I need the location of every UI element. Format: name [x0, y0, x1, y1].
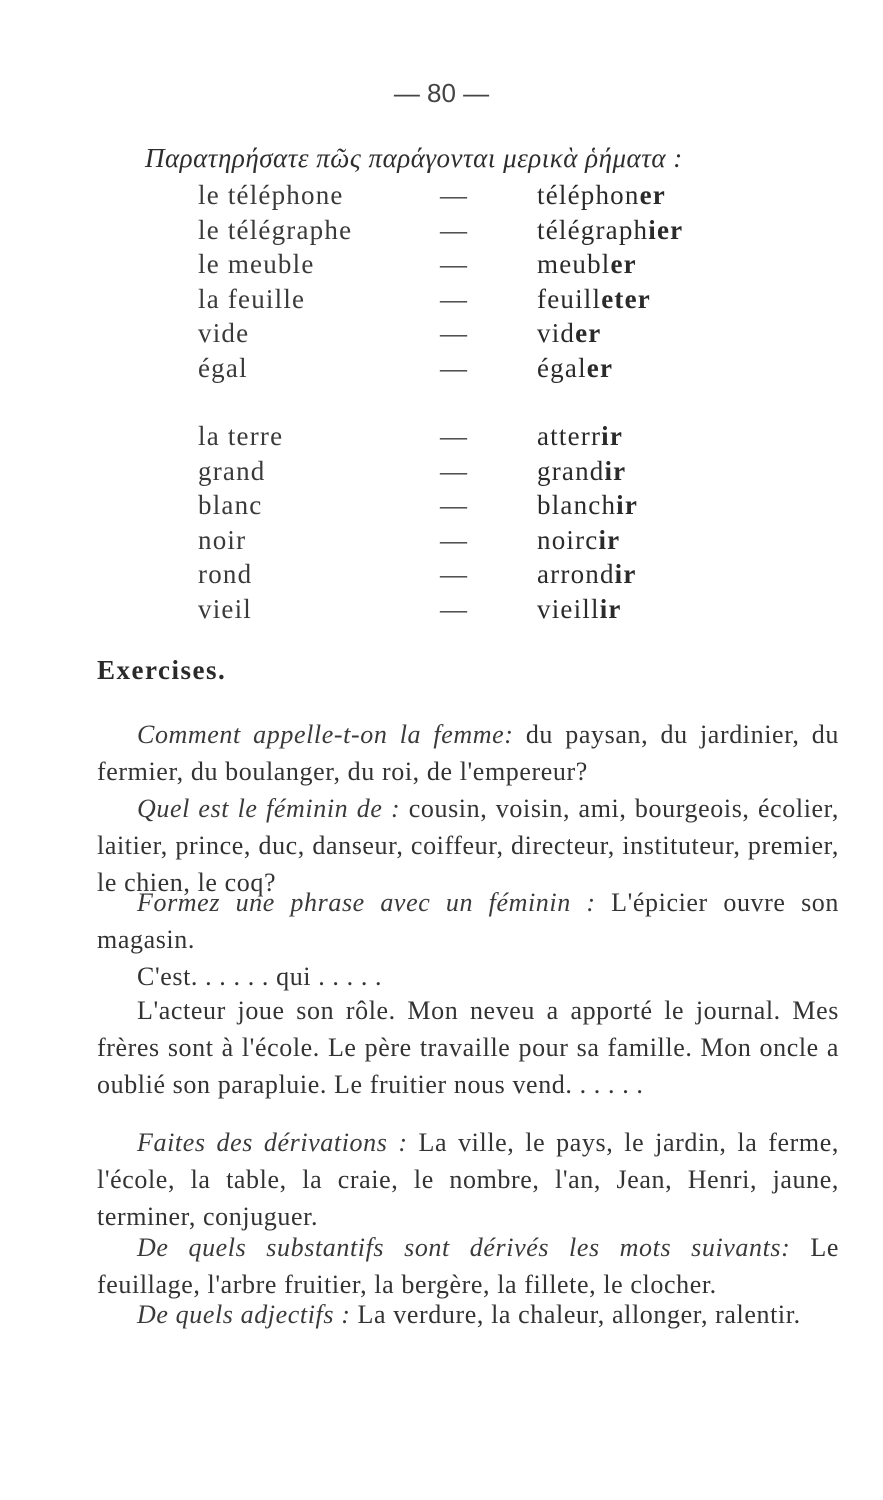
- dash: —: [440, 180, 469, 210]
- verb-suffix: ir: [614, 559, 637, 589]
- noun-word: grand: [198, 455, 266, 486]
- verb-stem: noirc: [537, 524, 599, 555]
- noun-word: vide: [198, 318, 250, 348]
- derived-verb: [537, 249, 637, 280]
- noun-word: rond: [198, 559, 253, 589]
- word-pair-row: [0, 421, 883, 455]
- noun-word: le téléphone: [198, 180, 344, 210]
- verb-suffix: ier: [648, 214, 684, 245]
- noun-word: la terre: [198, 421, 284, 451]
- exercise-instruction: De quels adjectifs :: [137, 1300, 351, 1329]
- exercise-text: L'épicier ouvre son magasin.: [97, 888, 839, 954]
- verb-suffix: ir: [599, 593, 622, 624]
- verb-stem: atterr: [537, 421, 602, 451]
- verb-suffix: er: [639, 180, 666, 210]
- noun-word: vieil: [198, 593, 252, 624]
- exercise-paragraph: [97, 1229, 839, 1303]
- exercise-paragraph: [97, 1296, 839, 1333]
- dash: —: [440, 352, 469, 383]
- derived-verb: [537, 215, 683, 246]
- word-pair-row: [0, 456, 883, 490]
- word-pair-row: [0, 215, 883, 249]
- exercise-instruction: Comment appelle-t-on la femme:: [137, 720, 514, 749]
- exercise-paragraph: [97, 884, 839, 958]
- verb-suffix: er: [610, 249, 637, 279]
- verb-stem: feuill: [537, 283, 602, 314]
- noun-word: la feuille: [198, 283, 306, 314]
- page-number: — 80 —: [393, 78, 490, 108]
- verb-suffix: ir: [604, 455, 627, 486]
- exercise-text: La verdure, la chaleur, allonger, ralentir.: [350, 1300, 801, 1329]
- word-pair-row: [0, 318, 883, 352]
- derived-verb: [537, 490, 638, 521]
- noun-word: le télégraphe: [198, 214, 353, 245]
- dash: —: [440, 593, 469, 624]
- derived-verb: [537, 284, 651, 315]
- dash: —: [440, 524, 469, 555]
- exercise-paragraph: [97, 992, 839, 1103]
- word-pair-row: [0, 559, 883, 593]
- exercise-paragraph: [97, 716, 839, 790]
- verb-stem: vid: [537, 318, 576, 348]
- heading: Παρατηρήσατε πῶς παράγονται μερικὰ ῥήματα :: [145, 143, 683, 173]
- derived-verb: [537, 456, 626, 487]
- dash: —: [440, 318, 469, 348]
- exercise-text: L'acteur joue son rôle. Mon neveu a apporté le journal. Mes frères sont à l'école. Le père travaille pour sa famille. Mon oncle a oublié son parapluie. Le fruitier nous vend. . . . . .: [97, 996, 839, 1099]
- exercise-instruction: Formez une phrase avec un féminin :: [137, 888, 596, 917]
- verb-suffix: ir: [616, 490, 639, 520]
- verb-suffix: eter: [601, 283, 651, 314]
- dash: —: [440, 490, 469, 520]
- word-pair-row: [0, 490, 883, 524]
- derived-verb: [537, 525, 620, 556]
- verb-suffix: ir: [601, 421, 624, 451]
- word-pair-row: [0, 353, 883, 387]
- derived-verb: [537, 421, 623, 452]
- exercise-instruction: De quels substantifs sont dérivés les mots suivants:: [137, 1233, 791, 1262]
- exercise-paragraph: [97, 1124, 839, 1235]
- dash: —: [440, 455, 469, 486]
- word-pair-row: [0, 180, 883, 214]
- noun-word: le meuble: [198, 249, 315, 279]
- derived-verb: [537, 594, 622, 625]
- dash: —: [440, 559, 469, 589]
- verb-suffix: er: [575, 318, 602, 348]
- dash: —: [440, 283, 469, 314]
- exercises-title: Exercises.: [97, 655, 227, 685]
- derived-verb: [537, 318, 601, 349]
- verb-stem: meubl: [537, 249, 611, 279]
- word-pair-row: [0, 249, 883, 283]
- derived-verb: [537, 559, 637, 590]
- exercise-text: du paysan, du jardinier, du fermier, du boulanger, du roi, de l'empereur?: [97, 720, 839, 786]
- verb-stem: vieill: [537, 593, 600, 624]
- verb-suffix: ir: [598, 524, 621, 555]
- derived-verb: [537, 180, 666, 211]
- verb-stem: égal: [537, 352, 587, 383]
- noun-word: égal: [198, 352, 248, 383]
- word-pair-row: [0, 594, 883, 628]
- noun-word: noir: [198, 524, 247, 555]
- exercise-paragraph: [97, 958, 839, 995]
- word-pair-row: [0, 525, 883, 559]
- dash: —: [440, 421, 469, 451]
- verb-stem: arrond: [537, 559, 615, 589]
- exercise-text: cousin, voisin, ami, bourgeois, écolier, laitier, prince, duc, danseur, coiffeur, directeur, instituteur, premier, le chien, le coq?: [97, 794, 839, 897]
- verb-suffix: er: [586, 352, 614, 383]
- word-pair-row: [0, 284, 883, 318]
- exercise-instruction: Quel est le féminin de :: [137, 794, 401, 823]
- dash: —: [440, 249, 469, 279]
- dash: —: [440, 214, 469, 245]
- verb-stem: téléphon: [537, 180, 640, 210]
- exercise-instruction: Faites des dérivations :: [137, 1128, 408, 1157]
- verb-stem: grand: [537, 455, 605, 486]
- derived-verb: [537, 353, 613, 384]
- verb-stem: blanch: [537, 490, 617, 520]
- exercise-text: Le feuillage, l'arbre fruitier, la bergère, la fillete, le clocher.: [97, 1233, 839, 1299]
- noun-word: blanc: [198, 490, 263, 520]
- verb-stem: télégraph: [537, 214, 649, 245]
- exercise-text: La ville, le pays, le jardin, la ferme, l'école, la table, la craie, le nombre, l'an, Jean, Henri, jaune, terminer, conjuguer.: [97, 1128, 839, 1231]
- exercise-text: C'est. . . . . . qui . . . . .: [137, 962, 383, 991]
